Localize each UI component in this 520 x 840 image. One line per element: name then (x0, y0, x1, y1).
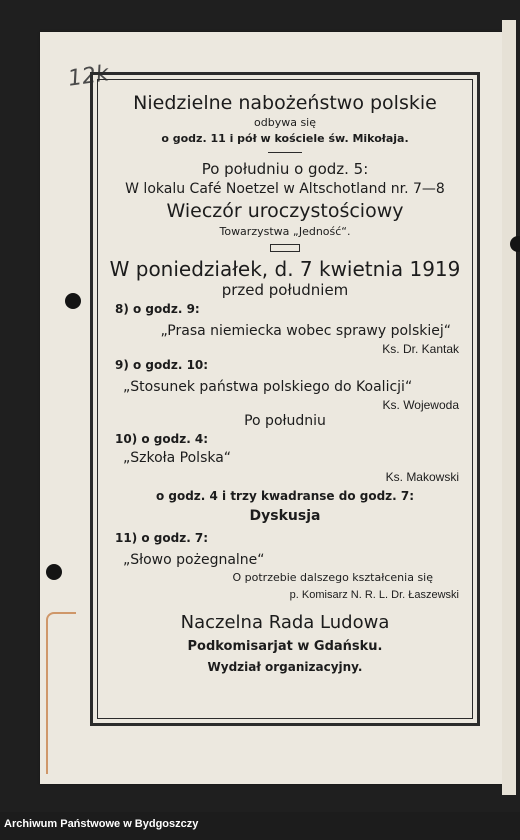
item-speaker: p. Komisarz N. R. L. Dr. Łaszewski (289, 588, 459, 601)
text-line: Po południu (244, 412, 326, 429)
item-speaker: Ks. Makowski (385, 469, 459, 484)
item-time: 9) o godz. 10: (115, 357, 209, 372)
item-time: 8) o godz. 9: (115, 302, 200, 317)
punch-hole (510, 236, 520, 252)
item-speaker: Ks. Wojewoda (382, 397, 459, 412)
item-speaker: Ks. Dr. Kantak (382, 342, 459, 357)
next-page-edge (502, 20, 516, 795)
heading-monday: W poniedziałek, d. 7 kwietnia 1919 (109, 256, 461, 281)
text-line: o godz. 4 i trzy kwadranse do godz. 7: (155, 489, 415, 504)
archive-credit: Archiwum Państwowe w Bydgoszczy (4, 818, 199, 830)
text-line: W lokalu Café Noetzel w Altschotland nr. 7—8 (125, 181, 445, 198)
item-title: „Prasa niemiecka wobec sprawy polskiej“ (160, 323, 451, 339)
item-time: 10) o godz. 4: (115, 431, 209, 446)
item-time: 11) o godz. 7: (115, 531, 209, 546)
text-line: Dyskusja (249, 508, 321, 525)
signature-line: Wydział organizacyjny. (207, 660, 363, 675)
punch-hole (65, 293, 81, 309)
pencil-annotation: 12k (66, 61, 111, 92)
text-line: Towarzystwa „Jedność“. (219, 225, 351, 239)
heading-sunday: Niedzielne nabożeństwo polskie (133, 92, 437, 114)
punch-hole (46, 564, 62, 580)
heading-evening: Wieczór uroczystościowy (166, 200, 404, 223)
text-line: przed południem (221, 280, 349, 299)
text-line: o godz. 11 i pół w kościele św. Mikołaja. (161, 132, 409, 146)
signature-line: Podkomisarjat w Gdańsku. (187, 639, 383, 655)
ornament (270, 244, 300, 252)
divider (268, 152, 302, 153)
staple-mark (46, 612, 76, 774)
program-frame (90, 72, 480, 726)
item-title: „Stosunek państwa polskiego do Koalicji“ (123, 378, 413, 395)
item-title: „Słowo pożegnalne“ (123, 552, 265, 569)
text-line: Po południu o godz. 5: (201, 160, 369, 179)
text-line: odbywa się (254, 115, 316, 129)
program-content (107, 91, 463, 713)
signature-line: Naczelna Rada Ludowa (180, 612, 390, 634)
text-line: O potrzebie dalszego kształcenia się (232, 571, 433, 585)
item-title: „Szkoła Polska“ (123, 450, 232, 467)
